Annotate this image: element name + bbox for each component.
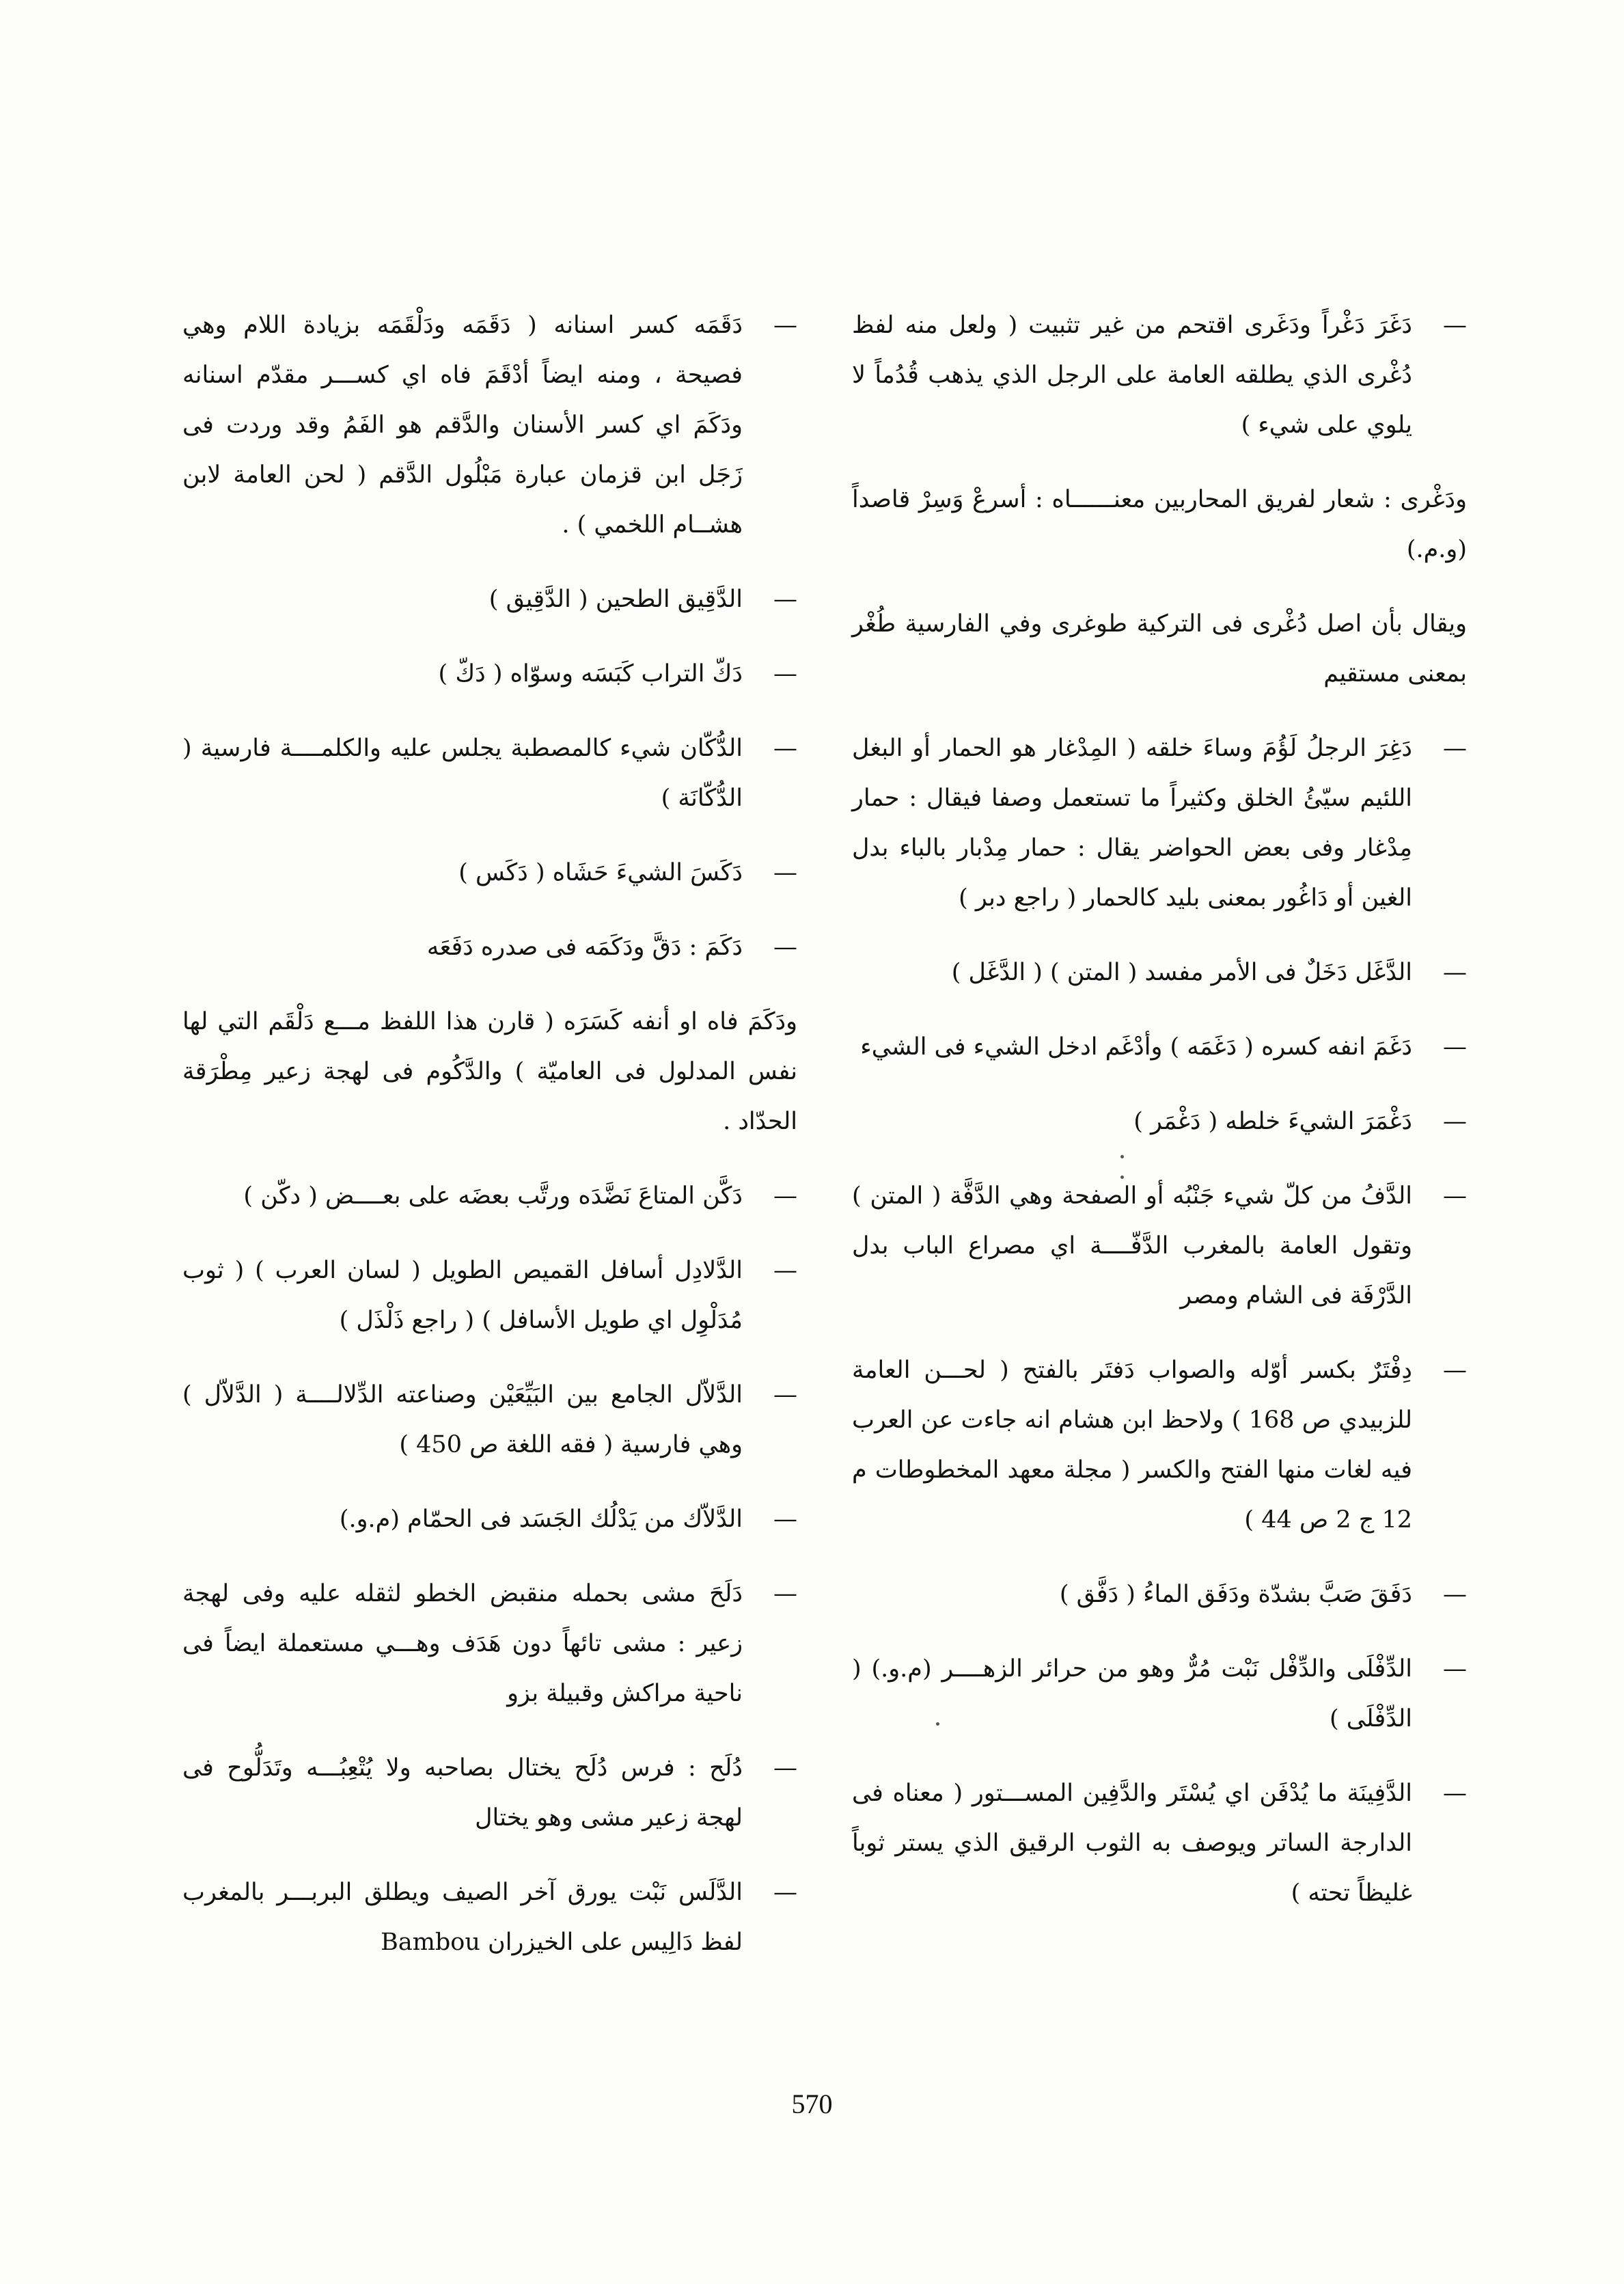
entry-dash: — xyxy=(1443,1033,1467,1061)
dictionary-entry xyxy=(852,1644,1467,1744)
right-column xyxy=(852,301,1467,1943)
entry-dash: — xyxy=(773,1580,797,1607)
entry-text: الدُّكّان شيء كالمصطبة يجلس عليه والكلمــــة فارسية ( الدُّكّانَة ) xyxy=(182,735,743,812)
scan-speck xyxy=(1120,1155,1124,1158)
entry-text: ويقال بأن اصل دُغْرى فى التركية طوغرى وفي الفارسية طُغْر بمعنى مستقيم xyxy=(852,610,1467,688)
dictionary-entry xyxy=(852,724,1467,923)
entry-dash: — xyxy=(773,934,797,961)
dictionary-entry xyxy=(182,1495,797,1545)
dictionary-entry xyxy=(182,997,797,1147)
entry-dash: — xyxy=(1443,959,1467,986)
entry-dash: — xyxy=(773,859,797,886)
dictionary-entry xyxy=(852,1346,1467,1545)
entry-text: الدَّلاّك من يَدْلُك الجَسَد فى الحمّام (م.و.) xyxy=(339,1506,743,1533)
dictionary-entry xyxy=(182,301,797,550)
entry-dash: — xyxy=(773,586,797,613)
entry-dash: — xyxy=(773,1257,797,1284)
entry-text: الدَّفُ من كلّ شيء جَنْبُه أو الصفحة وهي الدَّفَّة ( المتن ) وتقول العامة بالمغرب الدَّفّــــة اي مصراع الباب بدل الدَّرْفَة فى الشام ومصر xyxy=(852,1182,1412,1309)
dictionary-entry xyxy=(852,1022,1467,1072)
dictionary-entry xyxy=(852,1570,1467,1620)
entry-dash: — xyxy=(1443,1357,1467,1384)
page-number: 570 xyxy=(791,2089,833,2119)
entry-text: دَكَسَ الشيءَ حَشَاه ( دَكَس ) xyxy=(458,859,743,886)
dictionary-entry xyxy=(182,724,797,824)
dictionary-entry xyxy=(852,1769,1467,1918)
entry-text: دَفَقَ صَبَّ بشدّة ودَفَق الماءُ ( دَفَّق ) xyxy=(1059,1581,1412,1608)
entry-text: الدَّلَس نَبْت يورق آخر الصيف ويطلق البربـــر بالمغرب لفظ دَالِيس على الخيزران Bambou xyxy=(182,1879,743,1956)
entry-text: دَكَمَ : دَقَّ ودَكَمَه فى صدره دَفَعَه xyxy=(426,934,743,961)
entry-dash: — xyxy=(773,1381,797,1409)
dictionary-entry xyxy=(182,649,797,699)
entry-text: الدِّفْلَى والدِّفْل نَبْت مُرٌّ وهو من حرائر الزهــــر (م.و.) ( الدِّفْلَى ) xyxy=(852,1655,1412,1732)
scan-speck xyxy=(936,1722,939,1726)
dictionary-entry xyxy=(182,1868,797,1968)
dictionary-entry xyxy=(182,1569,797,1719)
entry-text: الدَّفِينَة ما يُدْفَن اي يُسْتَر والدَّفِين المســـتور ( معناه فى الدارجة الساتر ويوصف به الثوب الرقيق الذي يستر ثوباً غليظاً تحته ) xyxy=(852,1780,1412,1907)
entry-dash: — xyxy=(1443,1655,1467,1683)
dictionary-entry xyxy=(182,1246,797,1346)
entry-text: دَغَرَ دَغْراً ودَغَرى اقتحم من غير تثبيت ( ولعل منه لفظ دُغْرى الذي يطلقه العامة على الرجل الذي يذهب قُدُماً لا يلوي على شيء ) xyxy=(852,312,1412,439)
entry-dash: — xyxy=(773,660,797,688)
entry-text: الدَّقِيق الطحين ( الدَّقِيق ) xyxy=(488,586,743,613)
dictionary-entry xyxy=(182,575,797,625)
entry-text: دَكّ التراب كَبَسَه وسوّاه ( دَكّ ) xyxy=(438,660,743,688)
dictionary-entry xyxy=(852,599,1467,699)
entry-text: دَلَحَ مشى بحمله منقبض الخطو لثقله عليه وفى لهجة زعير : مشى تائهاً دون هَدَف وهـــي مستعملة ايضاً فى ناحية مراكش وقبيلة بزو xyxy=(182,1580,743,1707)
entry-text: الدَّلادِل أسافل القميص الطويل ( لسان العرب ) ( ثوب مُدَلْوِل اي طويل الأسافل ) ( راجع ذَلْذَل ) xyxy=(182,1257,743,1334)
entry-dash: — xyxy=(1443,1182,1467,1210)
entry-dash: — xyxy=(773,1506,797,1533)
entry-text: الدَّلاّل الجامع بين البَيِّعَيْن وصناعته الدِّلالــــة ( الدَّلاّل ) وهي فارسية ( فقه اللغة ص 450 ) xyxy=(182,1381,743,1458)
entry-text: دَقَمَه كسر اسنانه ( دَقَمَه ودَلْقَمَه بزيادة اللام وهي فصيحة ، ومنه ايضاً أدْقَمَ فاه اي كســـر مقدّم اسنانه ودَكَمَ اي كسر الأسنان والدَّقم هو الفَمُ وقد وردت فى زَجَل ابن قزمان عبارة مَبْلُول الدَّقم ( لحن العامة لابن هشــام اللخمي ) . xyxy=(182,312,743,539)
dictionary-entry xyxy=(182,1743,797,1843)
entry-dash: — xyxy=(1443,735,1467,762)
entry-text: ودَغْرى : شعار لفريق المحاربين معنــــــاه : أسرعْ وَسِرْ قاصداً (و.م.) xyxy=(852,486,1467,563)
entry-text: دَكَّن المتاعَ نَضَّدَه ورتَّب بعضَه على بعــــض ( دكّن ) xyxy=(243,1182,743,1210)
entry-text: دُلَح : فرس دُلَح يختال بصاحبه ولا يُتْعِبُـــه وتَدَلُّوح فى لهجة زعير مشى وهو يختال xyxy=(182,1754,743,1832)
dictionary-entry xyxy=(852,301,1467,450)
entry-dash: — xyxy=(773,312,797,339)
entry-dash: — xyxy=(1443,1108,1467,1135)
dictionary-entry xyxy=(852,1097,1467,1147)
scan-speck xyxy=(1120,1175,1124,1179)
entry-dash: — xyxy=(773,1879,797,1906)
dictionary-entry xyxy=(182,1370,797,1470)
dictionary-entry xyxy=(852,1171,1467,1321)
entry-text: دَغَمَ انفه كسره ( دَغَمَه ) وأدْغَم ادخل الشيء فى الشيء xyxy=(860,1033,1412,1061)
entry-text: دِفْتَرٌ بكسر أوّله والصواب دَفتَر بالفتح ( لحـــن العامة للزبيدي ص 168 ) ولاحظ ابن هشام انه جاءت عن العرب فيه لغات منها الفتح والكسر ( مجلة معهد المخطوطات م 12 ج 2 ص 44 ) xyxy=(852,1357,1412,1534)
entry-text: الدَّغَل دَخَلٌ فى الأمر مفسد ( المتن ) ( الدَّغَل ) xyxy=(951,959,1412,986)
dictionary-entry xyxy=(182,848,797,898)
entry-text: دَغِرَ الرجلُ لَؤُمَ وساءَ خلقه ( المِدْغار هو الحمار أو البغل اللئيم سيّئُ الخلق وكثيراً ما تستعمل وصفا فيقال : حمار مِدْغار وفى بعض الحواضر يقال : حمار مِدْبار بالباء بدل الغين أو دَاغُور بمعنى بليد كالحمار ( راجع دبر ) xyxy=(852,735,1412,912)
entry-dash: — xyxy=(1443,1780,1467,1807)
dictionary-entry xyxy=(182,1171,797,1221)
entry-text: دَغْمَرَ الشيءَ خلطه ( دَغْمَر ) xyxy=(1133,1108,1412,1135)
entry-dash: — xyxy=(773,1754,797,1782)
entry-dash: — xyxy=(773,735,797,762)
entry-dash: — xyxy=(1443,312,1467,339)
dictionary-entry xyxy=(182,923,797,973)
entry-dash: — xyxy=(773,1182,797,1210)
dictionary-entry xyxy=(852,948,1467,998)
left-column xyxy=(182,301,797,1992)
entry-dash: — xyxy=(1443,1581,1467,1608)
entry-text: ودَكَمَ فاه او أنفه كَسَرَه ( قارن هذا اللفظ مـــع دَلْقَم التي لها نفس المدلول فى العاميّة ) والدَّكُوم فى لهجة زعير مِطْرَقة الحدّاد . xyxy=(182,1008,797,1135)
dictionary-entry xyxy=(852,475,1467,575)
